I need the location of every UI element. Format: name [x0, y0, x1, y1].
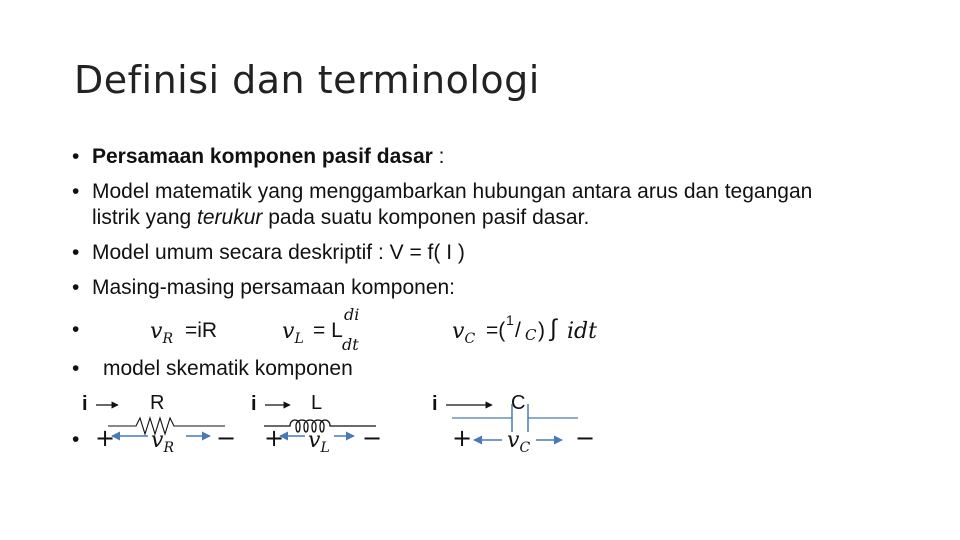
eq-c-slash: / — [515, 319, 521, 342]
page-title: Definisi dan terminologi — [74, 58, 540, 102]
voltage-l-sub: L — [320, 440, 330, 456]
minus-sign-c: − — [575, 424, 596, 452]
current-label-c: i — [432, 393, 438, 415]
eq-r-v: v — [150, 319, 163, 344]
inductor-symbol — [264, 420, 376, 432]
bullet-1-tail: : — [432, 145, 445, 168]
eq-l-eq: = L — [313, 319, 343, 342]
eq-l-den: dt — [342, 335, 359, 354]
resistor-symbol — [108, 418, 225, 434]
resistor-label: R — [150, 392, 165, 414]
eq-r-rhs: =iR — [185, 319, 218, 342]
bullet-2-italic: terukur — [197, 206, 263, 229]
bullet-7-marker: • — [72, 428, 80, 451]
plus-sign-c: + — [452, 424, 473, 452]
bullet-6-marker: • — [72, 357, 80, 380]
current-label-l: i — [251, 393, 257, 415]
eq-c-one: 1 — [506, 312, 514, 328]
eq-l-sub: L — [294, 331, 304, 347]
voltage-r-v: v — [151, 428, 164, 453]
plus-sign-l: + — [264, 424, 285, 452]
minus-sign-l: − — [362, 424, 383, 452]
bullet-4-text: Masing-masing persamaan komponen: — [92, 276, 456, 299]
eq-l-v: v — [282, 319, 295, 344]
eq-c-close: ) — [538, 319, 545, 342]
eq-c-v: v — [452, 319, 465, 344]
eq-c-integral: ∫ — [550, 315, 557, 342]
eq-r-sub: R — [162, 331, 173, 347]
capacitor-label: C — [511, 392, 526, 414]
eq-c-tail: idt — [567, 319, 597, 344]
plus-sign-r: + — [95, 424, 116, 452]
voltage-l-v: v — [308, 428, 321, 453]
eq-c-denom: C — [525, 326, 537, 344]
current-label-r: i — [82, 393, 88, 415]
bullet-5-marker: • — [72, 318, 80, 341]
minus-sign-r: − — [216, 424, 237, 452]
eq-c-eq: =( — [486, 319, 506, 342]
voltage-c-v: v — [507, 428, 520, 453]
bullet-2-text-b: pada suatu komponen pasif dasar. — [262, 206, 590, 229]
bullet-1-bold: Persamaan komponen pasif dasar — [92, 145, 433, 168]
bullet-3-text: Model umum secara deskriptif : V = f( I ) — [92, 241, 465, 264]
eq-l-num: di — [344, 305, 360, 324]
inductor-label: L — [311, 392, 323, 414]
voltage-r-sub: R — [163, 440, 174, 456]
voltage-c-sub: C — [519, 440, 531, 456]
bullet-6-text: model skematik komponen — [103, 357, 353, 380]
bullet-2-text-a: Model matematik yang menggambarkan hubungan antara arus dan tegangan listrik yang — [92, 180, 813, 229]
eq-c-sub: C — [464, 331, 476, 347]
